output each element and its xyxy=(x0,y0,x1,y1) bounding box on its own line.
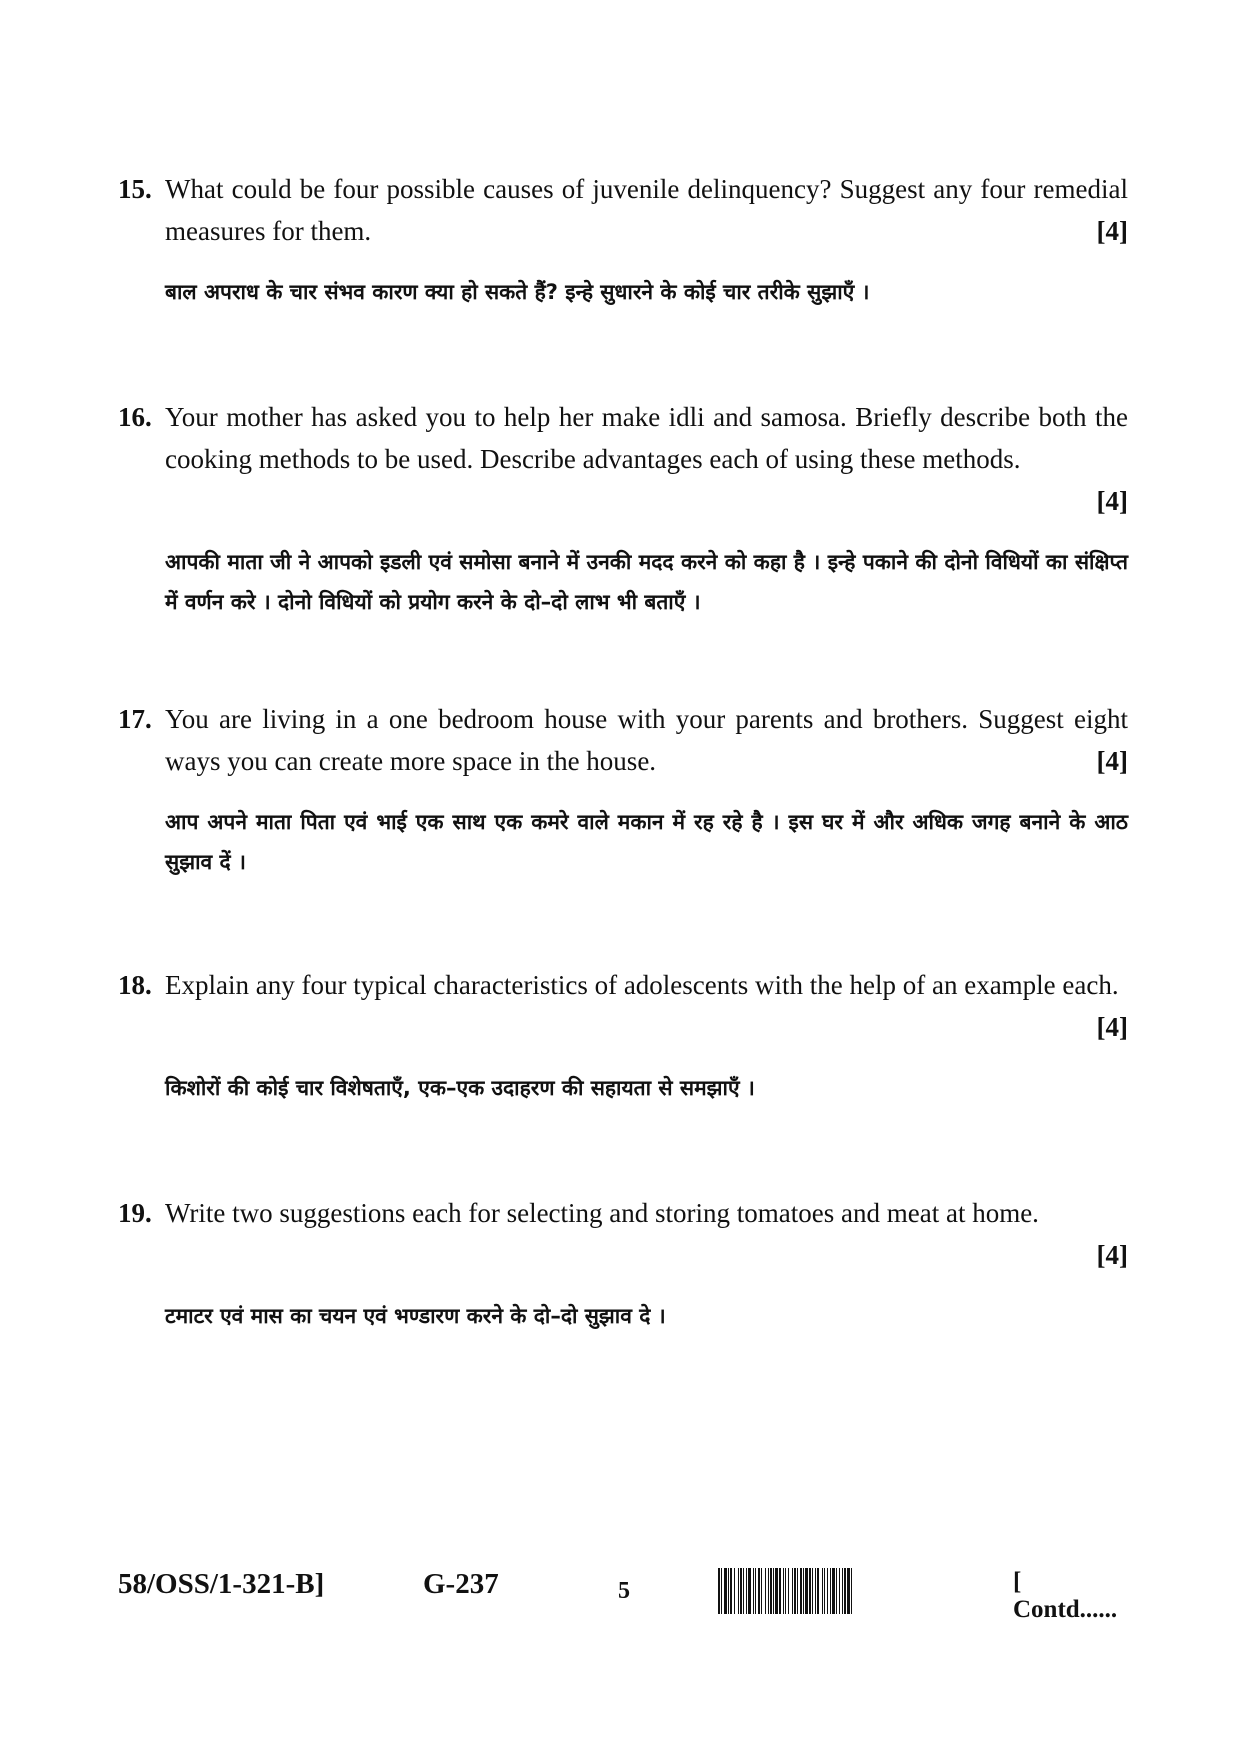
question-text-hindi: आप अपने माता पिता एवं भाई एक साथ एक कमरे वाले मकान में रह रहे है । इस घर में और अधिक जगह बनाने के आठ सुझाव दें । xyxy=(165,810,1128,874)
marks: [4] xyxy=(1096,746,1128,776)
barcode-icon xyxy=(718,1568,998,1614)
question-text-english: Your mother has asked you to help her make idli and samosa. Briefly describe both the cooking methods to be used. Describe advantages each of using these methods. xyxy=(165,402,1128,474)
page-number: 5 xyxy=(618,1578,630,1604)
question-19 xyxy=(118,1192,1128,1336)
question-15 xyxy=(118,168,1128,312)
continued-label: [ Contd...... xyxy=(1013,1568,1118,1623)
series-code: G-237 xyxy=(423,1568,499,1600)
question-text-hindi: टमाटर एवं मास का चयन एवं भण्डारण करने के दो–दो सुझाव दे । xyxy=(165,1304,666,1328)
question-number: 15. xyxy=(118,174,152,204)
question-text-hindi: आपकी माता जी ने आपको इडली एवं समोसा बनाने में उनकी मदद करने को कहा है । इन्हे पकाने की दोनो विधियों का संक्षिप्त में वर्णन करे । दोनो विधियों को प्रयोग करने के दो–दो लाभ भी बताएँ । xyxy=(165,550,1128,614)
barcode-stripe xyxy=(852,1568,854,1614)
question-number: 16. xyxy=(118,402,152,432)
question-text-english: Explain any four typical characteristics of adolescents with the help of an example each. xyxy=(165,970,1119,1000)
question-number: 18. xyxy=(118,970,152,1000)
question-number: 19. xyxy=(118,1198,152,1228)
marks: [4] xyxy=(1096,486,1128,516)
question-text-hindi: बाल अपराध के चार संभव कारण क्या हो सकते हैं? इन्हे सुधारने के कोई चार तरीके सुझाएँ । xyxy=(165,280,870,304)
marks: [4] xyxy=(1096,1240,1128,1270)
question-16 xyxy=(118,396,1128,622)
marks: [4] xyxy=(1096,216,1128,246)
question-number: 17. xyxy=(118,704,152,734)
question-text-english: You are living in a one bedroom house with your parents and brothers. Suggest eight ways you can create more space in the house. xyxy=(165,704,1128,776)
page-footer xyxy=(118,1568,1128,1628)
paper-code: 58/OSS/1-321-B] xyxy=(118,1568,325,1600)
question-17 xyxy=(118,698,1128,882)
marks: [4] xyxy=(1096,1012,1128,1042)
question-text-english: Write two suggestions each for selecting and storing tomatoes and meat at home. xyxy=(165,1198,1039,1228)
question-text-hindi: किशोरों की कोई चार विशेषताएँ, एक–एक उदाहरण की सहायता से समझाएँ । xyxy=(165,1076,755,1100)
question-18 xyxy=(118,964,1128,1108)
question-text-english: What could be four possible causes of juvenile delinquency? Suggest any four remedial measures for them. xyxy=(165,174,1128,246)
